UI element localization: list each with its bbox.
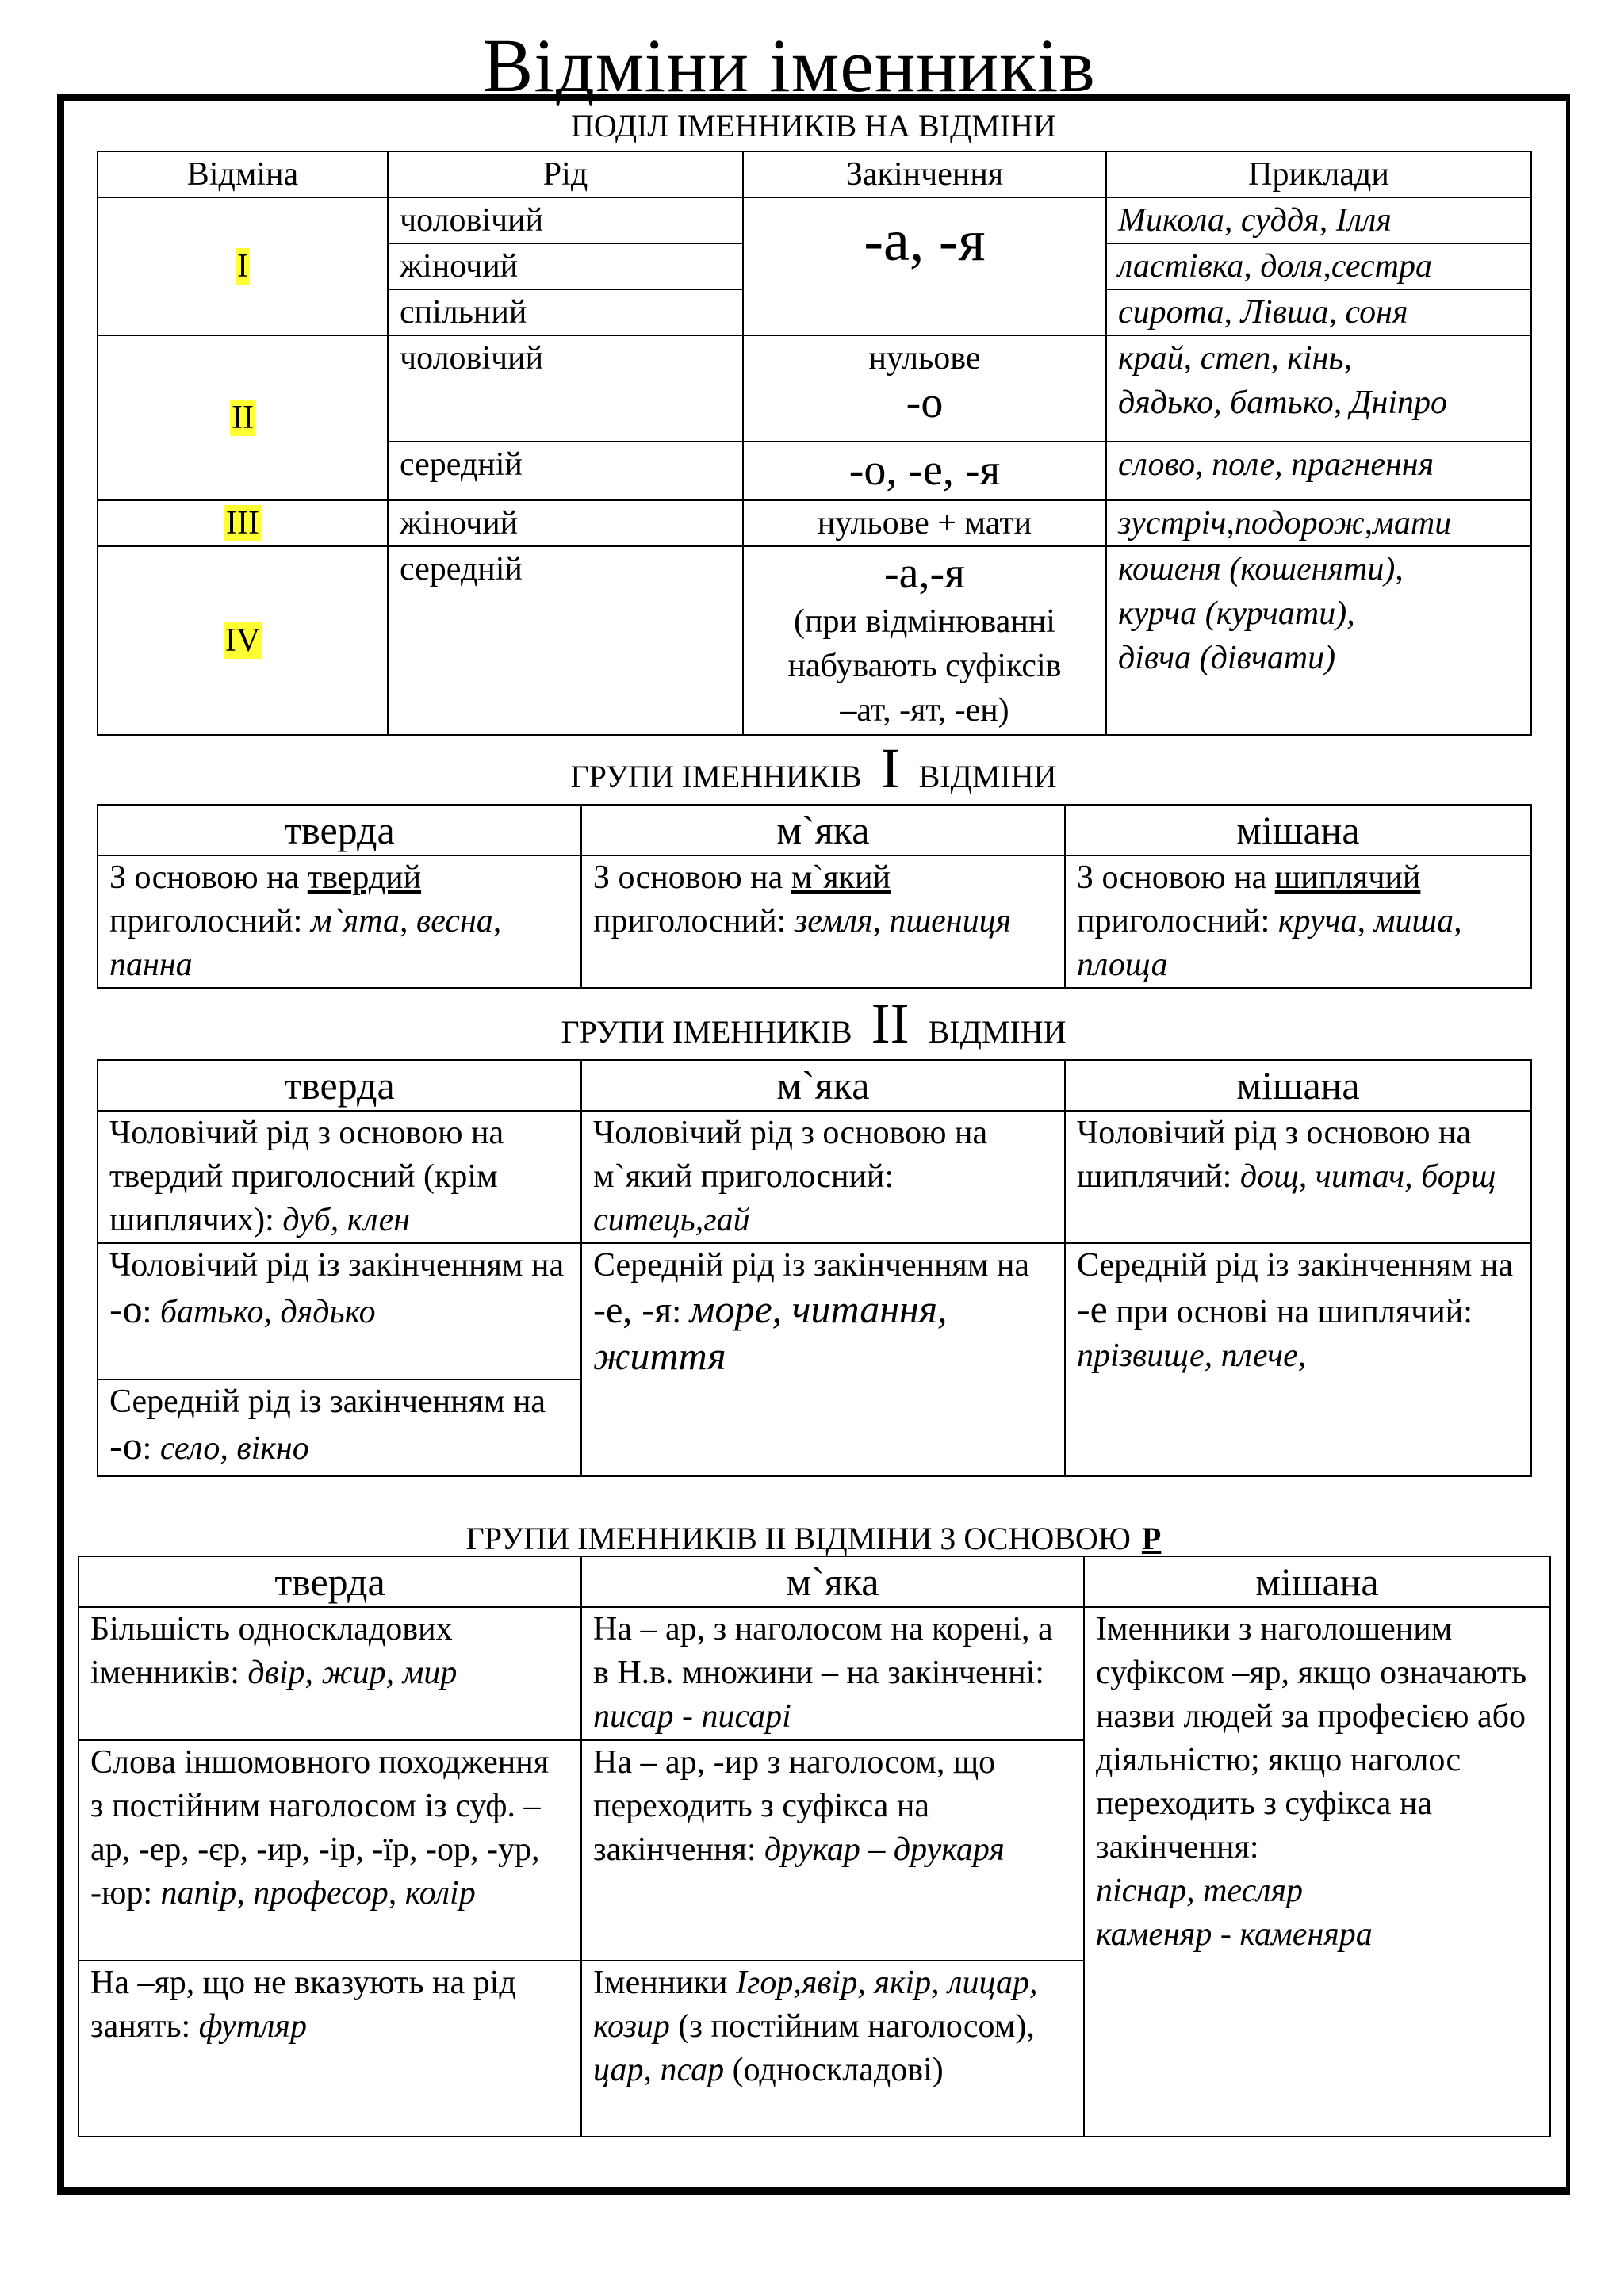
text: Середній рід із закінченням на xyxy=(109,1383,546,1420)
d2-examples-m-1: край, степ, кінь, xyxy=(1118,340,1353,377)
examples: ситець,гай xyxy=(593,1202,750,1238)
text: приголосний: xyxy=(593,903,795,939)
groups2-table xyxy=(97,1059,1532,1477)
division-table xyxy=(97,151,1532,736)
examples: круча, миша, площа xyxy=(1077,903,1462,983)
text: На – ар, -ир з наголосом, що переходить з суфікса на закінчення: xyxy=(593,1744,996,1868)
text: З основою на xyxy=(109,859,308,896)
groups3-mixed xyxy=(1084,1607,1550,2137)
groups3-hard-b xyxy=(79,1740,581,1961)
text: Більшість односкладових іменників: xyxy=(90,1611,453,1691)
groups3-hard-c xyxy=(79,1961,581,2137)
examples: земля, пшениця xyxy=(794,903,1012,939)
d4-examples-3: дівча (дівчати) xyxy=(1118,640,1336,676)
text: Чоловічий рід з основою на шиплячий: xyxy=(1077,1115,1472,1195)
groups2-header-hard: тверда xyxy=(98,1060,581,1111)
text: (односкладові) xyxy=(724,2052,944,2088)
groups1-caption-post: ВІДМІНИ xyxy=(918,759,1057,794)
d1-ending: -а, -я xyxy=(743,197,1106,335)
groups2-caption-num: II xyxy=(871,992,910,1055)
groups2-hard-b xyxy=(98,1243,581,1380)
text: Чоловічий рід із закінченням на xyxy=(109,1247,565,1284)
examples: м`ята, весна, панна xyxy=(109,903,502,983)
text: Чоловічий рід з основою на твердий приголосний (крім шиплячих): xyxy=(109,1115,504,1238)
declension-2-label: II xyxy=(232,400,254,436)
d4-examples-1: кошеня (кошеняти), xyxy=(1118,551,1404,587)
declension-3-label: III xyxy=(226,505,259,541)
text: приголосний: xyxy=(109,903,311,939)
groups2-soft-b xyxy=(581,1243,1065,1476)
d2-examples-m xyxy=(1106,335,1531,442)
ending: -о xyxy=(109,1423,143,1468)
text: На – ар, з наголосом на корені, а в Н.в. множини – на закінченні: xyxy=(593,1611,1053,1691)
d4-note-3: –ат, -ят, -ен) xyxy=(840,692,1009,729)
header-gender: Рід xyxy=(388,151,743,197)
text: На –яр, що не вказують на рід занять: xyxy=(90,1965,516,2045)
underlined: м`який xyxy=(791,859,891,896)
groups2-caption xyxy=(57,992,1570,1055)
d2-ending-n: -о, -е, -я xyxy=(743,442,1106,500)
d4-ending xyxy=(743,546,1106,735)
groups3-caption-text: ГРУПИ ІМЕННИКІВ II ВІДМІНИ З ОСНОВОЮ xyxy=(465,1521,1131,1556)
d1-gender-f: жіночий xyxy=(388,243,743,289)
declension-2-cell xyxy=(98,335,388,500)
groups3-hard-a xyxy=(79,1607,581,1740)
groups3-header-mixed: мішана xyxy=(1084,1556,1550,1607)
groups1-header-hard: тверда xyxy=(98,805,581,855)
header-examples: Приклади xyxy=(1106,151,1531,197)
d4-note-1: (при відмінюванні xyxy=(794,603,1055,640)
d3-ending: нульове + мати xyxy=(743,500,1106,546)
d1-examples-f: ластівка, доля,сестра xyxy=(1106,243,1531,289)
examples: цар, псар xyxy=(593,2052,725,2088)
d2-ending-m-2: -о xyxy=(906,378,944,427)
examples: село, вікно xyxy=(159,1430,309,1467)
groups1-header-mixed: мішана xyxy=(1065,805,1531,855)
d1-examples-m: Микола, суддя, Ілля xyxy=(1106,197,1531,243)
d1-gender-c: спільний xyxy=(388,289,743,335)
text: Іменники з наголошеним суфіксом –яр, якщо означають назви людей за професією або діяльністю; якщо наголос переходить з суфікса на закінчення: xyxy=(1096,1611,1527,1866)
d3-gender: жіночий xyxy=(388,500,743,546)
ending: -е xyxy=(1077,1287,1108,1331)
groups2-mixed-b xyxy=(1065,1243,1531,1476)
examples: Ігор,явір, якір, лицар, козир xyxy=(593,1965,1038,2045)
examples: писар - писарі xyxy=(593,1698,791,1735)
examples: прізвище, плече, xyxy=(1077,1337,1307,1374)
groups3-table xyxy=(78,1556,1551,2137)
examples: футляр xyxy=(198,2008,307,2045)
groups3-caption xyxy=(57,1521,1570,1557)
groups2-hard-c xyxy=(98,1380,581,1476)
text: при основі на шиплячий: xyxy=(1107,1294,1473,1330)
text: Середній рід із закінченням на xyxy=(593,1247,1030,1284)
underlined: шиплячий xyxy=(1274,859,1421,896)
text: Іменники xyxy=(593,1965,737,2001)
groups2-header-mixed: мішана xyxy=(1065,1060,1531,1111)
text: Чоловічий рід з основою на м`який приголосний: xyxy=(593,1115,988,1195)
d1-examples-c: сирота, Лівша, соня xyxy=(1106,289,1531,335)
groups2-header-soft: м`яка xyxy=(581,1060,1065,1111)
groups3-header-soft: м`яка xyxy=(581,1556,1084,1607)
groups3-caption-letter: Р xyxy=(1141,1521,1162,1556)
examples-1: піснар, тесляр xyxy=(1096,1873,1304,1909)
groups3-soft-b xyxy=(581,1740,1084,1961)
groups3-header-hard: тверда xyxy=(79,1556,581,1607)
text: : xyxy=(142,1294,160,1330)
declension-4-cell xyxy=(98,546,388,735)
text: : xyxy=(672,1294,690,1330)
division-caption: ПОДІЛ ІМЕННИКІВ НА ВІДМІНИ xyxy=(571,108,1056,144)
declension-1-cell xyxy=(98,197,388,335)
groups1-mixed-cell xyxy=(1065,855,1531,988)
groups1-hard-cell xyxy=(98,855,581,988)
header-declension: Відміна xyxy=(98,151,388,197)
declension-1-label: I xyxy=(237,248,248,285)
d2-gender-m: чоловічий xyxy=(388,335,743,442)
examples: дощ, читач, борщ xyxy=(1239,1158,1496,1195)
examples-2: каменяр - каменяра xyxy=(1096,1916,1373,1953)
text: Слова іншомовного походження з постійним наголосом із суф. –ар, -ер, -єр, -ир, -ір, -їр, -ор, -ур, -юр: xyxy=(90,1744,550,1911)
groups1-table xyxy=(97,804,1532,989)
d4-note-2: набувають суфіксів xyxy=(787,648,1062,684)
examples: друкар – друкаря xyxy=(764,1831,1005,1868)
d2-examples-n: слово, поле, прагнення xyxy=(1106,442,1531,500)
d2-examples-m-2: дядько, батько, Дніпро xyxy=(1118,385,1448,421)
declension-4-label: IV xyxy=(224,622,261,659)
groups3-soft-a xyxy=(581,1607,1084,1740)
d4-gender: середній xyxy=(388,546,743,735)
groups1-caption xyxy=(57,737,1570,800)
examples: батько, дядько xyxy=(159,1294,376,1330)
text: приголосний: xyxy=(1077,903,1278,939)
groups1-soft-cell xyxy=(581,855,1065,988)
d3-examples: зустріч,подорож,мати xyxy=(1106,500,1531,546)
examples: папір, професор, колір xyxy=(160,1875,476,1911)
d4-examples-2: курча (курчати), xyxy=(1118,595,1355,632)
d2-ending-m-1: нульове xyxy=(868,340,981,377)
ending: -о xyxy=(109,1287,143,1331)
groups2-caption-post: ВІДМІНИ xyxy=(928,1014,1067,1050)
text: Середній рід із закінченням на xyxy=(1077,1247,1514,1284)
page-title: Відміни іменників xyxy=(482,23,1096,108)
groups2-mixed-a xyxy=(1065,1111,1531,1243)
d2-ending-m xyxy=(743,335,1106,442)
underlined: твердий xyxy=(307,859,422,896)
declension-3-cell xyxy=(98,500,388,546)
d4-examples xyxy=(1106,546,1531,735)
text: (з постійним наголосом), xyxy=(669,2008,1035,2045)
groups2-soft-a xyxy=(581,1111,1065,1243)
text: З основою на xyxy=(593,859,791,896)
examples: море, читання, життя xyxy=(593,1287,948,1378)
examples: дуб, клен xyxy=(282,1202,411,1238)
groups3-soft-c xyxy=(581,1961,1084,2137)
groups2-hard-a xyxy=(98,1111,581,1243)
d1-gender-m: чоловічий xyxy=(388,197,743,243)
ending: -е, -я xyxy=(593,1289,672,1331)
groups2-caption-pre: ГРУПИ ІМЕННИКІВ xyxy=(561,1014,852,1050)
groups1-header-soft: м`яка xyxy=(581,805,1065,855)
groups1-caption-num: I xyxy=(880,737,900,800)
examples: двір, жир, мир xyxy=(247,1655,458,1691)
d4-ending-main: -а,-я xyxy=(884,549,965,598)
groups1-caption-pre: ГРУПИ ІМЕННИКІВ xyxy=(570,759,862,794)
d2-gender-n: середній xyxy=(388,442,743,500)
text: : xyxy=(142,1430,160,1467)
text: З основою на xyxy=(1077,859,1275,896)
header-ending: Закінчення xyxy=(743,151,1106,197)
